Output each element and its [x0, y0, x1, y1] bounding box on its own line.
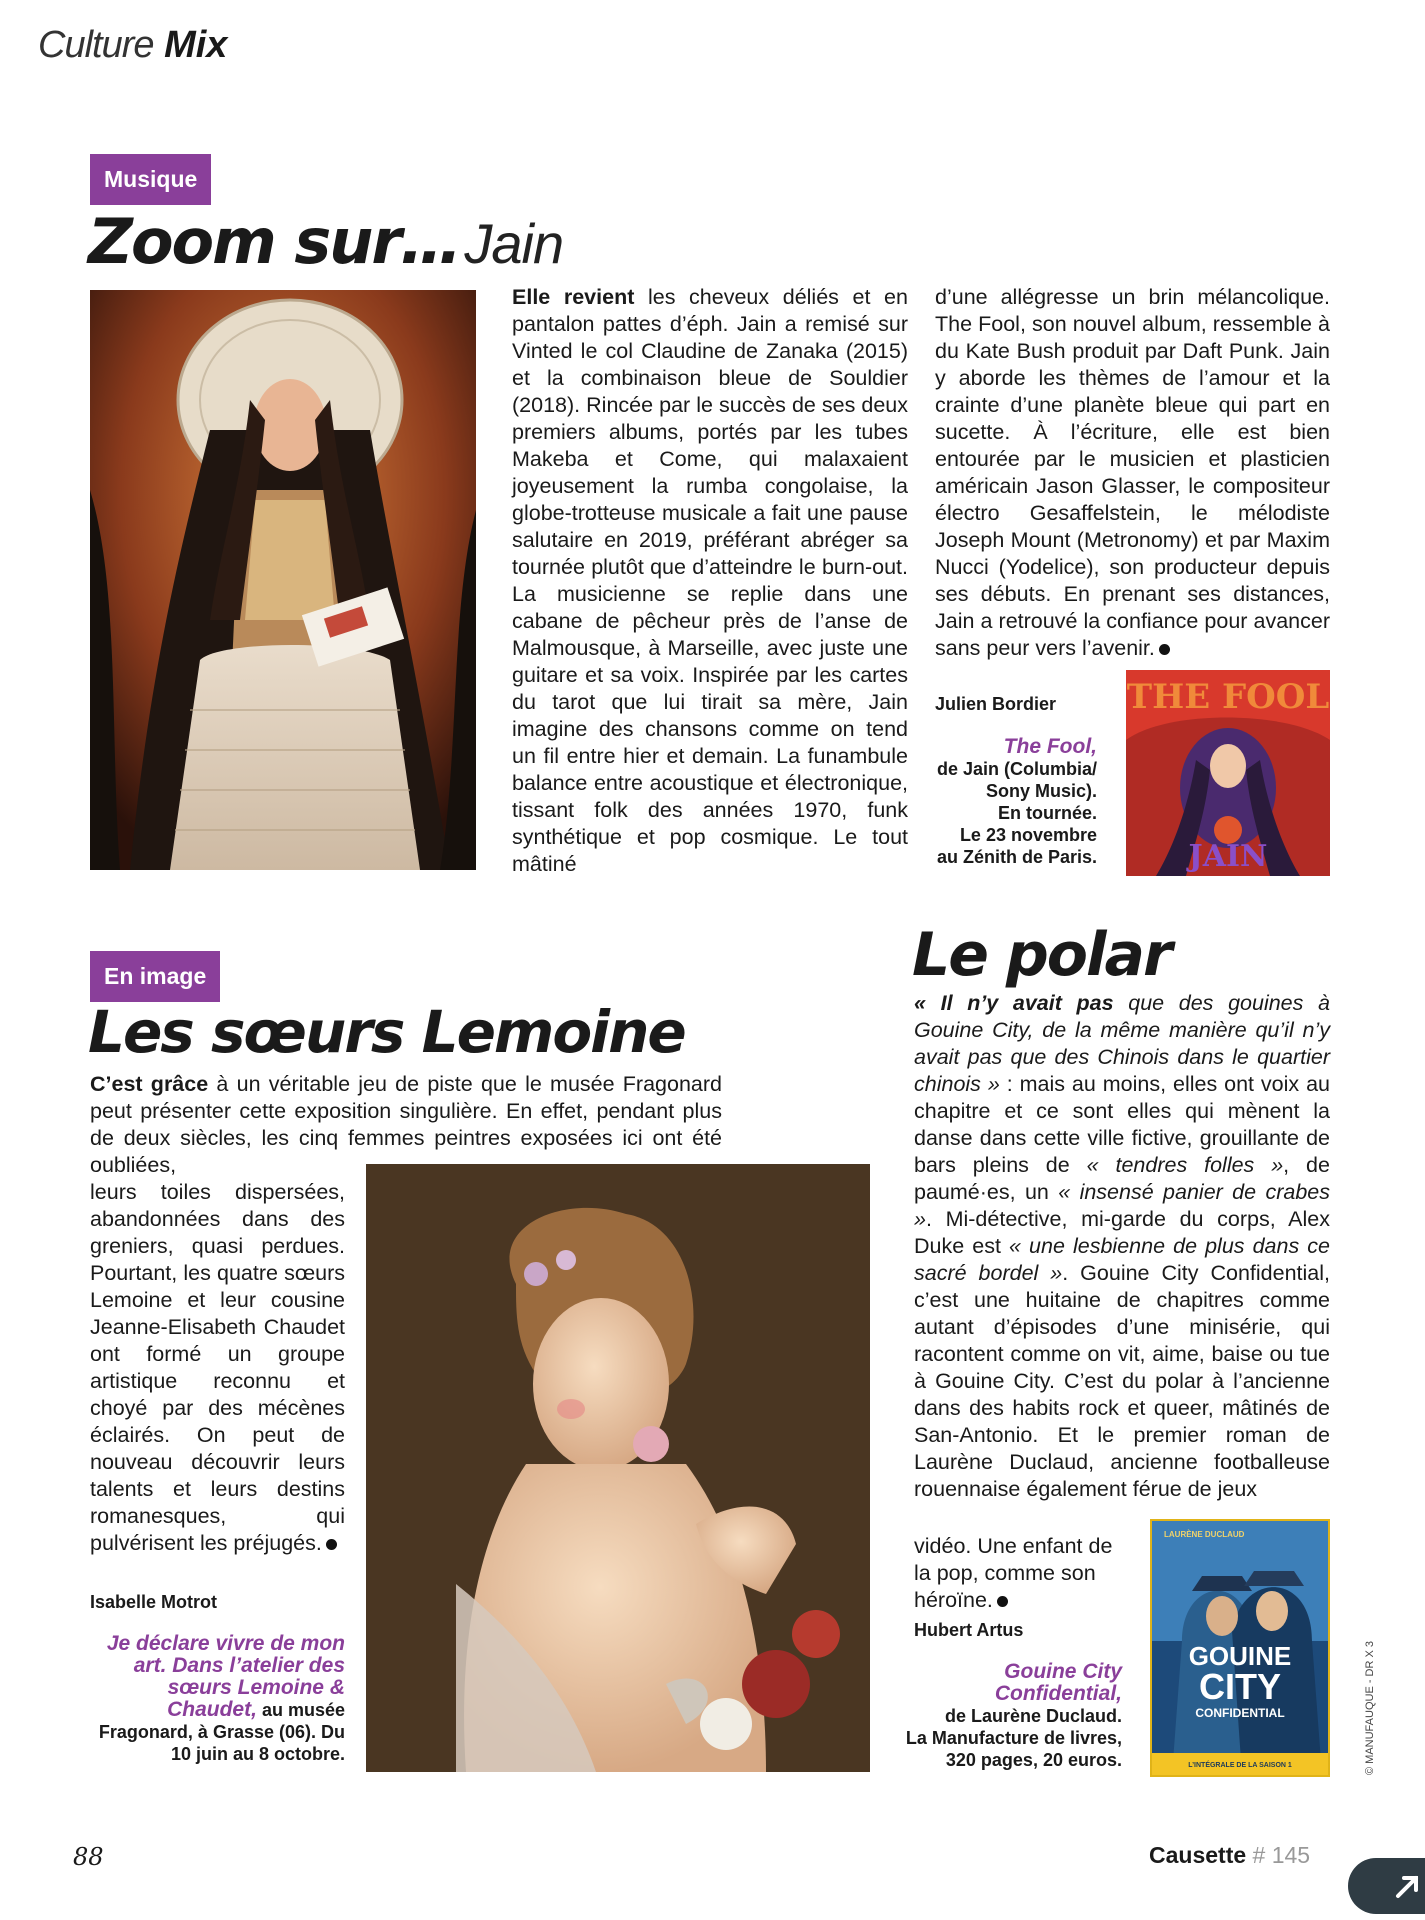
lemoine-lead: C’est grâce	[90, 1072, 209, 1096]
album-cover-art	[1126, 670, 1330, 876]
jain-column-2	[935, 284, 1330, 662]
polar-caption	[898, 1661, 1122, 1771]
polar-quote-bold: « Il n’y avait pas	[914, 991, 1114, 1015]
lemoine-title: Les sœurs Lemoine	[88, 998, 685, 1066]
gouine-city-book-cover	[1150, 1519, 1330, 1777]
lemoine-narrow-text: leurs toiles dispersées, abandonnées dans des greniers, quasi perdues. Pourtant, les quatre sœurs Lemoine et leur cousine Jeanne-Elisabeth Chaudet ont formé un groupe artistique reconnu et choyé par des mécènes éclairés. On peut de nouveau découvrir leurs talents et leurs destins romanesques, qui pulvérisent les préjugés.	[90, 1180, 345, 1555]
jain-column-1	[512, 284, 908, 878]
cover-footer: L’INTÉGRALE DE LA SAISON 1	[1188, 1762, 1292, 1769]
polar-quote-3: « une lesbienne de plus dans ce sacré bordel »	[914, 1234, 1330, 1285]
polar-column-end	[914, 1533, 1126, 1614]
polar-quote-rest: que des gouines à Gouine City, de la même manière qu’il n’y avait pas que des Chinois dans le quartier chinois »	[914, 991, 1330, 1096]
lemoine-narrow-column	[90, 1179, 345, 1557]
jain-headline	[88, 205, 563, 278]
jain-caption	[900, 736, 1097, 868]
jain-lead: Elle revient	[512, 285, 635, 309]
rubric-bold: Mix	[164, 24, 228, 66]
lemoine-painting	[366, 1164, 870, 1772]
jain-photo-illustration	[90, 290, 476, 870]
polar-title: Le polar	[912, 920, 1171, 990]
lemoine-intro	[90, 1071, 722, 1179]
cover-title-1: GOUINE	[1188, 1641, 1292, 1671]
section-rubric	[38, 24, 227, 67]
jain-photo	[90, 290, 476, 870]
jain-caption-line: au Zénith de Paris.	[936, 847, 1097, 867]
jain-caption-line: de Jain (Columbia/	[936, 759, 1097, 779]
cover-title-bottom: JAIN	[1188, 839, 1268, 874]
jain-col1-text: les cheveux déliés et en pantalon pattes d’éph. Jain a remisé sur Vinted le col Claudine de Zanaka (2015) et la combinaison bleue de Souldier (2018). Rincée par le succès de ses deux premiers albums, portés par les tubes Makeba et Come, qui malaxaient joyeusement la rumba congolaise, la globe-trotteuse musicale a fait une pause salutaire en 2019, préférant abréger sa tournée plutôt que d’atteindre le burn-out. La musicienne se replie dans une cabane de pêcheur près de l’anse de Malmousque, à Marseille, avec juste une guitare et sa voix. Inspirée par les cartes du tarot que lui tirait sa mère, Jain imagine des chansons comme on tend un fil entre hier et demain. La funambule balance entre acoustique et électronique, tissant folk des années 1970, funk synthétique et pop cosmique. Le tout mâtiné	[512, 285, 908, 876]
polar-caption-line: La Manufacture de livres,	[905, 1728, 1122, 1748]
jain-caption-line: Sony Music).	[985, 781, 1097, 801]
polar-body-a: : mais au moins, elles ont voix au chapitre et ce sont elles qui mènent la danse dans cette ville fictive, grouillante de bars pleins de	[914, 1072, 1330, 1177]
issue-number: # 145	[1252, 1842, 1311, 1868]
polar-body-e: vidéo. Une enfant de la pop, comme son héroïne.	[914, 1534, 1113, 1612]
tag-en-image: En image	[90, 951, 220, 1002]
jain-author: Julien Bordier	[935, 694, 1057, 714]
polar-body-c: . Mi-détective, mi-garde du corps, Alex Duke est	[914, 1207, 1330, 1258]
jain-title-light: Jain	[464, 212, 564, 275]
polar-caption-line: 320 pages, 20 euros.	[945, 1750, 1122, 1770]
polar-body-d: . Gouine City Confidential, c’est une huitaine de chapitres comme autant d’épisodes d’une minisérie, qui racontent comme on vit, aime, baise ou tue à Gouine City. C’est du polar à l’ancienne dans des habits rock et queer, mâtinés de San-Antonio. Et le premier roman de Laurène Duclaud, ancienne footballeuse rouennaise également férue de jeux	[914, 1261, 1330, 1501]
polar-author: Hubert Artus	[914, 1620, 1024, 1640]
lemoine-author: Isabelle Motrot	[90, 1592, 218, 1612]
magazine-footer	[1149, 1842, 1310, 1869]
polar-quote-2: « insensé panier de crabes »	[914, 1180, 1331, 1231]
polar-caption-title: Gouine City Confidential,	[994, 1660, 1122, 1705]
jain-caption-line: Le 23 novembre	[959, 825, 1097, 845]
lemoine-intro-text: à un véritable jeu de piste que le musée Fragonard peut présenter cette exposition singulière. En effet, pendant plus de deux siècles, les cinq femmes peintres exposées ici ont été oubliées,	[90, 1072, 722, 1177]
cover-author: LAURÈNE DUCLAUD	[1164, 1530, 1245, 1539]
jain-caption-title: The Fool,	[1003, 735, 1097, 758]
page-number: 88	[73, 1843, 104, 1871]
arrow-up-right-icon	[1388, 1866, 1425, 1906]
cover-title-2: CITY	[1198, 1666, 1282, 1707]
jain-col2-text: d’une allégresse un brin mélancolique. The Fool, son nouvel album, ressemble à du Kate Bush produit par Daft Punk. Jain y aborde les thèmes de l’amour et la crainte d’une planète bleue qui part en sucette. À l’écriture, elle est bien entourée par le musicien et plasticien américain Jason Glasser, le compositeur électro Gesaffelstein, le mélodiste Joseph Mount (Metronomy) et par Maxim Nucci (Yodelice), son producteur depuis ses débuts. En prenant ses distances, Jain a retrouvé la confiance pour avancer sans peur vers l’avenir.	[935, 285, 1330, 660]
polar-caption-line: de Laurène Duclaud.	[944, 1706, 1122, 1726]
photo-credit: © MANUFAUQUE - DR X 3	[1364, 1640, 1376, 1775]
polar-body-b: , de paumé·es, un	[914, 1153, 1330, 1204]
lemoine-caption	[88, 1633, 345, 1765]
cover-title-3: CONFIDENTIAL	[1195, 1706, 1285, 1720]
the-fool-album-cover	[1126, 670, 1330, 876]
page-corner-tab[interactable]	[1348, 1858, 1425, 1914]
magazine-name: Causette	[1149, 1842, 1247, 1868]
book-cover-art	[1152, 1521, 1328, 1775]
jain-title-bold: Zoom sur…	[88, 205, 460, 278]
end-bullet-icon	[997, 1596, 1008, 1607]
polar-quote-1: « tendres folles »	[1086, 1153, 1284, 1177]
painting-illustration	[366, 1164, 870, 1772]
rubric-light: Culture	[38, 24, 154, 66]
lemoine-caption-rest: au musée Fragonard, à Grasse (06). Du 10 juin au 8 octobre.	[98, 1700, 345, 1764]
end-bullet-icon	[1159, 644, 1170, 655]
end-bullet-icon	[326, 1539, 337, 1550]
jain-caption-line: En tournée.	[997, 803, 1097, 823]
tag-musique: Musique	[90, 154, 211, 205]
lemoine-caption-title: Je déclare vivre de mon art. Dans l’atelier des sœurs Lemoine & Chaudet,	[106, 1632, 345, 1721]
cover-title-top: THE FOOL	[1126, 677, 1330, 717]
polar-column	[914, 990, 1330, 1503]
